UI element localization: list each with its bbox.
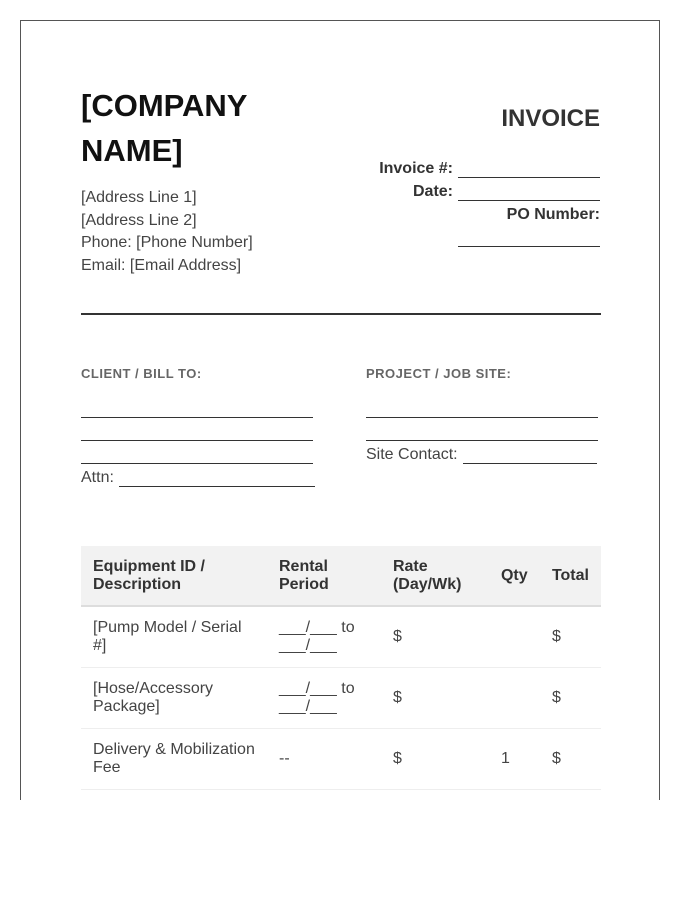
- company-email: Email: [Email Address]: [81, 256, 242, 274]
- header-qty: Qty: [489, 546, 540, 606]
- client-line-1[interactable]: [81, 417, 313, 418]
- invoice-date-label: Date:: [412, 183, 453, 200]
- po-number-field[interactable]: [458, 234, 600, 247]
- site-contact-field[interactable]: [463, 449, 597, 464]
- address-line-2: [Address Line 2]: [81, 211, 197, 229]
- header-equipment: Equipment ID / Description: [81, 546, 267, 606]
- row-total: $: [540, 606, 601, 667]
- po-number-label: PO Number:: [506, 206, 600, 223]
- company-name: [COMPANY NAME]: [81, 88, 247, 168]
- header-rental-period: Rental Period: [267, 546, 381, 606]
- table-row: [81, 606, 601, 667]
- project-heading: PROJECT / JOB SITE:: [366, 366, 512, 381]
- invoice-date-field[interactable]: [458, 186, 600, 201]
- row-total: $: [540, 667, 601, 728]
- row-rate: $: [381, 606, 489, 667]
- table-header-row: [81, 546, 601, 606]
- project-line-2[interactable]: [366, 440, 598, 441]
- row-period: --: [267, 728, 381, 789]
- row-description: Delivery & Mobilization Fee: [81, 728, 267, 789]
- row-total: $: [540, 728, 601, 789]
- row-qty: [489, 667, 540, 728]
- row-qty: 1: [489, 728, 540, 789]
- address-line-1: [Address Line 1]: [81, 189, 197, 206]
- company-info: [81, 187, 341, 277]
- header-divider: [81, 313, 601, 315]
- invoice-date-row: [340, 178, 600, 201]
- row-period: ___/___ to ___/___: [267, 667, 381, 728]
- line-items-table: [81, 546, 601, 790]
- project-line-1[interactable]: [366, 417, 598, 418]
- client-heading: CLIENT / BILL TO:: [81, 366, 202, 381]
- row-qty: [489, 606, 540, 667]
- invoice-number-field[interactable]: [458, 163, 600, 178]
- header-rate: Rate (Day/Wk): [381, 546, 489, 606]
- attn-field[interactable]: [119, 472, 315, 487]
- row-description: [Pump Model / Serial #]: [81, 606, 267, 667]
- invoice-page: [20, 20, 660, 800]
- company-phone: Phone: [Phone Number]: [81, 234, 253, 251]
- invoice-number-row: [340, 155, 600, 178]
- row-description: [Hose/Accessory Package]: [81, 667, 267, 728]
- attn-row: [81, 469, 321, 487]
- client-line-2[interactable]: [81, 440, 313, 441]
- invoice-number-label: Invoice #:: [379, 160, 453, 177]
- attn-label: Attn:: [81, 469, 114, 486]
- invoice-meta: [340, 155, 600, 247]
- client-line-3[interactable]: [81, 463, 313, 464]
- po-number-row: [340, 201, 600, 224]
- invoice-title: INVOICE: [501, 105, 600, 132]
- table-row: [81, 667, 601, 728]
- row-period: ___/___ to ___/___: [267, 606, 381, 667]
- header-total: Total: [540, 546, 601, 606]
- row-rate: $: [381, 667, 489, 728]
- row-rate: $: [381, 728, 489, 789]
- table-row: [81, 728, 601, 789]
- site-contact-label: Site Contact:: [366, 446, 458, 463]
- site-contact-row: [366, 446, 606, 464]
